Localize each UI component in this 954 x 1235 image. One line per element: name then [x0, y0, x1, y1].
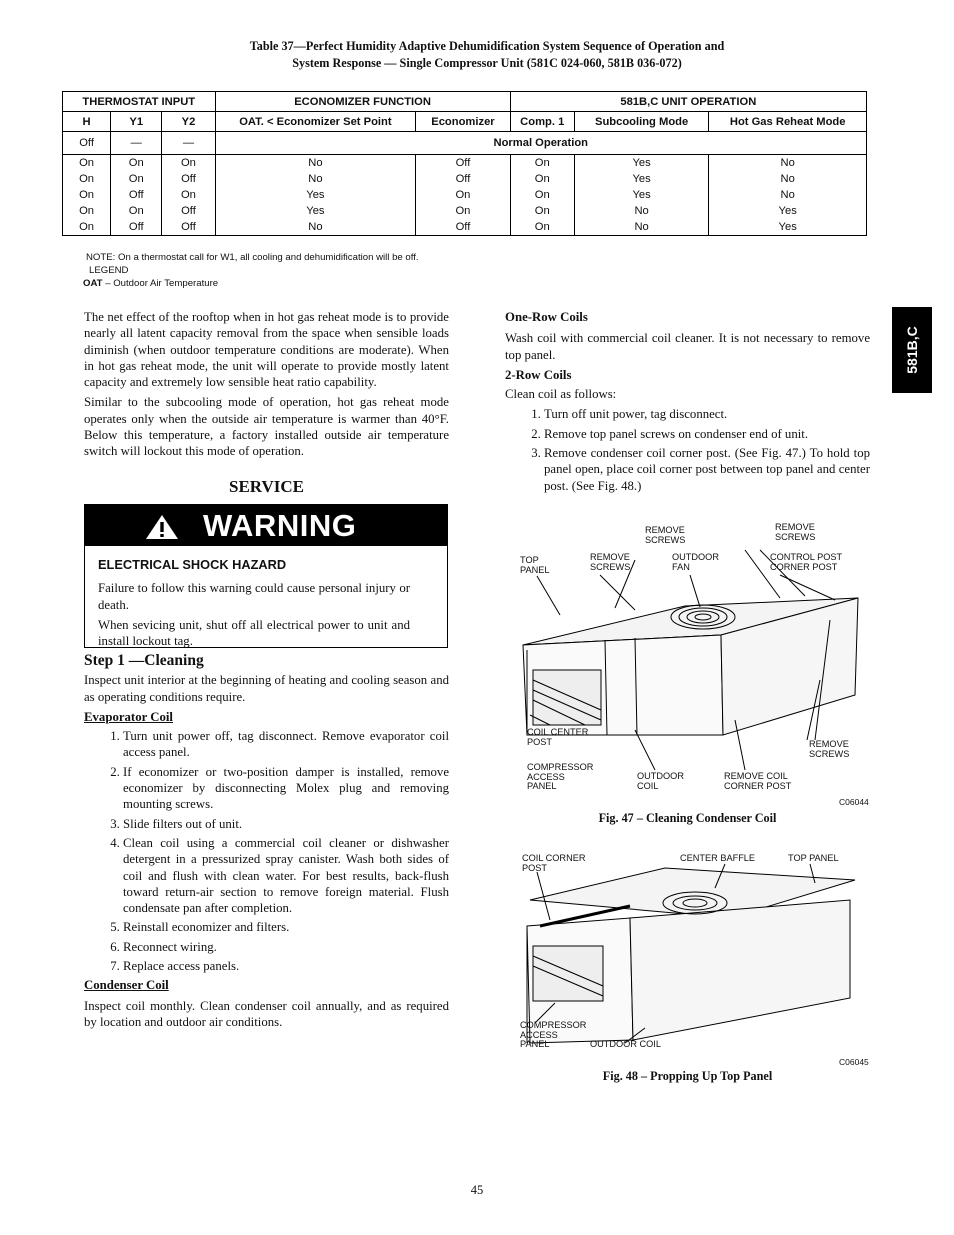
table-cell: Yes [215, 187, 416, 203]
table-cell: Yes [574, 155, 709, 172]
table-cell: Off [63, 132, 111, 155]
step-heading: Step 1 —Cleaning [84, 652, 204, 669]
legend-def: – Outdoor Air Temperature [105, 278, 219, 289]
figure-label: CENTER BAFFLE [680, 853, 756, 863]
legend-title: LEGEND [89, 265, 129, 276]
column-header: Subcooling Mode [574, 112, 709, 132]
paragraph: Clean coil as follows: [505, 387, 617, 402]
table-cell: — [162, 132, 215, 155]
condenser-coil-heading: Condenser Coil [84, 978, 169, 993]
service-heading: SERVICE [229, 477, 304, 496]
table-row [63, 171, 867, 187]
figure-47 [515, 520, 870, 810]
left-column-top [84, 309, 449, 464]
figure-label: OUTDOOR COIL [590, 1039, 661, 1049]
warning-text: When sevicing unit, shut off all electrical power to unit and install lockout tag. [98, 617, 410, 649]
evaporator-steps [84, 728, 449, 974]
list-item: 3. Remove condenser coil corner post. (See Fig. 47.) To hold top panel open, place coil corner post between top panel and center post. (See Fig. 48.) [544, 445, 870, 494]
figure-label: REMOVE COIL CORNER POST [724, 771, 792, 791]
table-cell: No [709, 155, 867, 172]
list-item: 1. Turn off unit power, tag disconnect. [544, 406, 870, 422]
table-cell: Yes [574, 187, 709, 203]
table-cell: On [63, 155, 111, 172]
hazard-title: ELECTRICAL SHOCK HAZARD [98, 557, 287, 572]
paragraph: The net effect of the rooftop when in hot gas reheat mode is to provide nearly all latent capacity removal from the space when sensible loads diminish (when outdoor temperature conditions are moderate). When in hot gas reheat mode, the unit will operate to provide mostly latent capacity and extremely low sensible heat ratio capability. [84, 310, 449, 390]
figure-label: REMOVE SCREWS [590, 552, 631, 572]
column-header: Y1 [111, 112, 162, 132]
table-cell: No [574, 219, 709, 236]
figure-label: COIL CENTER POST [527, 727, 589, 747]
warning-triangle-icon [145, 514, 179, 540]
table-row [63, 155, 867, 172]
list-item: 5. Reinstall economizer and filters. [123, 919, 449, 935]
table-cell: On [510, 155, 574, 172]
table-cell: On [111, 171, 162, 187]
table-cell: Yes [574, 171, 709, 187]
warning-box [84, 504, 448, 648]
header-unit-operation: 581B,C UNIT OPERATION [510, 92, 866, 112]
sequence-table [62, 91, 867, 236]
side-tab: 581B,C [892, 307, 932, 393]
table-cell: No [709, 187, 867, 203]
table-row [63, 219, 867, 236]
figure-code: C06045 [839, 1057, 869, 1067]
header-thermostat-input: THERMOSTAT INPUT [63, 92, 216, 112]
service-heading-wrap [84, 477, 449, 497]
figure-label: REMOVE SCREWS [645, 525, 686, 545]
table-caption: Table 37—Perfect Humidity Adaptive Dehumidification System Sequence of Operation and System Response — Single Compressor Unit (581C 024-060, 581B 036-072) [249, 39, 725, 70]
header-economizer-function: ECONOMIZER FUNCTION [215, 92, 510, 112]
figure-label: REMOVE SCREWS [775, 522, 816, 542]
figure-label: COMPRESSOR ACCESS PANEL [520, 1020, 587, 1050]
column-header: Hot Gas Reheat Mode [709, 112, 867, 132]
table-cell: On [111, 203, 162, 219]
table-cell: No [574, 203, 709, 219]
figure-label: REMOVE SCREWS [809, 739, 850, 759]
list-item: 1. Turn unit power off, tag disconnect. Remove evaporator coil access panel. [123, 728, 449, 761]
figure-label: COMPRESSOR ACCESS PANEL [527, 762, 594, 792]
figure-47-caption: Fig. 47 – Cleaning Condenser Coil [598, 811, 777, 825]
warning-text: Failure to follow this warning could cause personal injury or death. [98, 581, 410, 612]
table-row [63, 132, 867, 155]
table-cell: On [63, 171, 111, 187]
table-cell: Off [162, 203, 215, 219]
table-cell: On [111, 155, 162, 172]
table-cell: Yes [709, 203, 867, 219]
left-column-bottom [84, 653, 449, 1034]
table-cell: No [215, 219, 416, 236]
right-column [505, 309, 870, 497]
table-cell: Off [416, 219, 510, 236]
table-cell: On [510, 171, 574, 187]
table-cell: Yes [215, 203, 416, 219]
table-cell: Yes [709, 219, 867, 236]
evaporator-coil-heading: Evaporator Coil [84, 709, 173, 724]
list-item: 2. If economizer or two-position damper is installed, remove economizer by disconnecting Molex plug and removing mounting screws. [123, 764, 449, 813]
figure-label: CONTROL POST CORNER POST [770, 552, 843, 572]
paragraph: Similar to the subcooling mode of operation, hot gas reheat mode operates only when the outside air temperature is warmer than 40°F. Below this temperature, a factory installed outside air temperature switch will lockout this mode of operation. [84, 395, 449, 459]
table-row [63, 187, 867, 203]
table-cell: No [709, 171, 867, 187]
table-cell: Off [416, 171, 510, 187]
paragraph: Inspect coil monthly. Clean condenser coil annually, and as required by location and outdoor air conditions. [84, 998, 449, 1029]
table-cell: On [162, 155, 215, 172]
figure-48-caption: Fig. 48 – Propping Up Top Panel [602, 1069, 773, 1083]
table-cell: On [510, 203, 574, 219]
figure-label: TOP PANEL [788, 853, 839, 863]
table-cell: Off [111, 187, 162, 203]
figure-label: COIL CORNER POST [522, 853, 586, 873]
warning-banner [85, 505, 447, 546]
table-cell: On [510, 219, 574, 236]
table-cell: — [111, 132, 162, 155]
list-item: 4. Clean coil using a commercial coil cleaner or dishwasher detergent in a pressurized spray canister. Wash both sides of coil and flush with clean water. For best results, back-flush toward return-air section to remove foreign material. Flush condensate pan after completion. [123, 835, 449, 916]
table-cell: Off [111, 219, 162, 236]
table-cell: On [63, 187, 111, 203]
list-item: 2. Remove top panel screws on condenser end of unit. [544, 426, 870, 442]
figure-48 [515, 848, 870, 1053]
table-cell: On [416, 203, 510, 219]
column-header: Comp. 1 [510, 112, 574, 132]
table-cell: On [63, 219, 111, 236]
table-cell: Off [416, 155, 510, 172]
table-cell: On [162, 187, 215, 203]
table-cell: No [215, 171, 416, 187]
figure-label: OUTDOOR FAN [672, 552, 719, 572]
table-cell: Off [162, 171, 215, 187]
two-row-steps [505, 406, 870, 493]
table-cell: On [416, 187, 510, 203]
paragraph: Wash coil with commercial coil cleaner. It is not necessary to remove top panel. [505, 331, 870, 362]
table-cell: Off [162, 219, 215, 236]
paragraph: Inspect unit interior at the beginning of heating and cooling season and as operating conditions require. [84, 673, 449, 704]
normal-operation-cell: Normal Operation [215, 132, 866, 155]
column-header: OAT. < Economizer Set Point [215, 112, 416, 132]
legend-abbr: OAT [83, 278, 103, 289]
table-note: NOTE: On a thermostat call for W1, all cooling and dehumidification will be off. LEGEND OAT – Outdoor Air Temperature [83, 252, 419, 289]
warning-title: WARNING [203, 508, 357, 543]
one-row-heading: One-Row Coils [505, 310, 588, 324]
column-header: Economizer [416, 112, 510, 132]
column-header: Y2 [162, 112, 215, 132]
figure-code: C06044 [839, 797, 869, 807]
list-item: 7. Replace access panels. [123, 958, 449, 974]
figure-label: OUTDOOR COIL [637, 771, 684, 791]
page-number: 45 [470, 1183, 484, 1197]
list-item: 3. Slide filters out of unit. [123, 816, 449, 832]
warning-body [98, 557, 410, 653]
column-header: H [63, 112, 111, 132]
table-cell: No [215, 155, 416, 172]
figure-label: TOP PANEL [520, 555, 550, 575]
table-cell: On [63, 203, 111, 219]
table-cell: On [510, 187, 574, 203]
table-row [63, 203, 867, 219]
list-item: 6. Reconnect wiring. [123, 939, 449, 955]
two-row-heading: 2-Row Coils [505, 367, 572, 382]
